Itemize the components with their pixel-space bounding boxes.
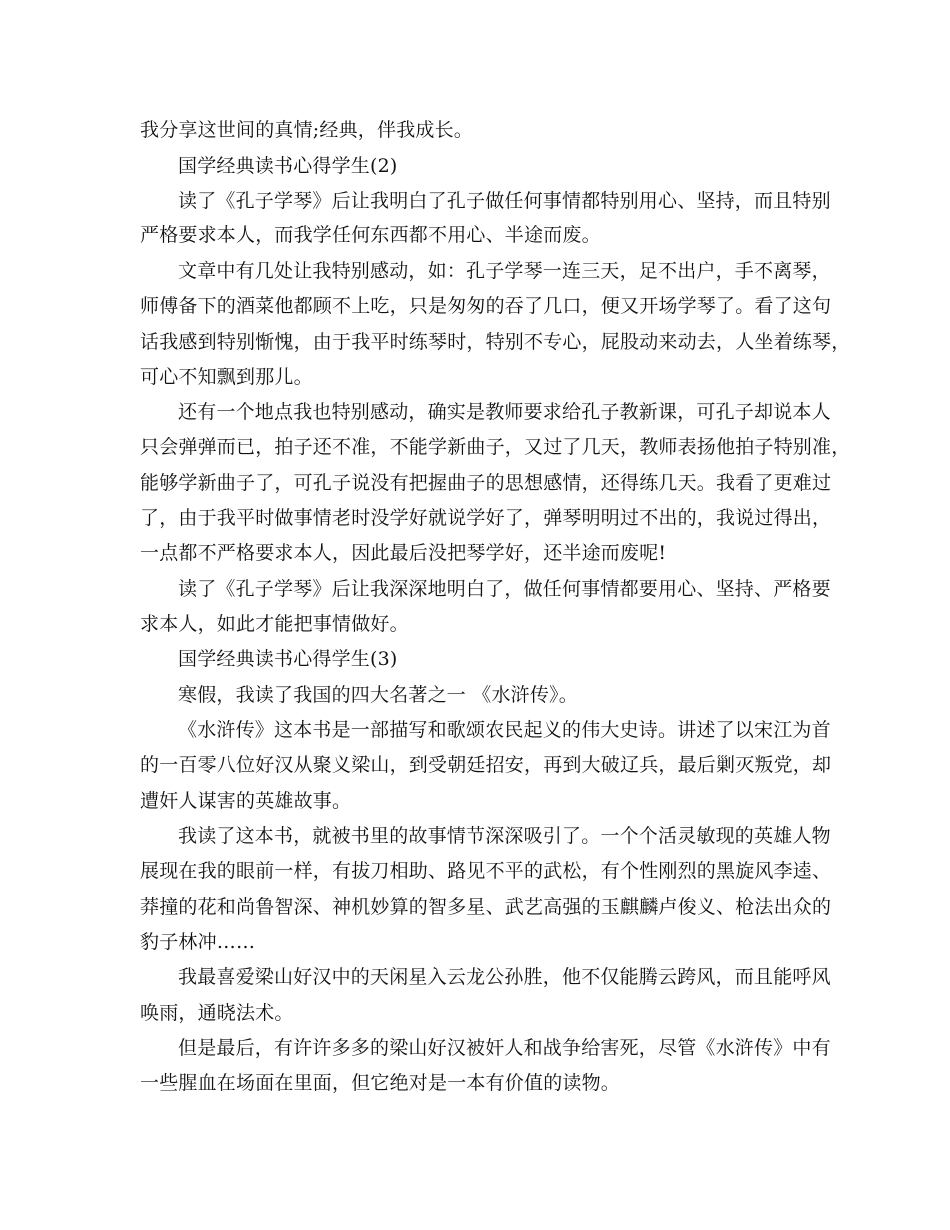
- text-line: 严格要求本人，而我学任何东西都不用心、半途而废。: [140, 224, 601, 246]
- text-line: 莽撞的花和尚鲁智深、神机妙算的智多星、武艺高强的玉麒麟卢俊义、枪法出众的: [140, 896, 832, 918]
- text-line: 读了《孔子学琴》后让我深深地明白了，做任何事情都要用心、坚持、严格要: [178, 578, 831, 600]
- text-line: 求本人，如此才能把事情做好。: [140, 613, 409, 635]
- text-line: 的一百零八位好汉从聚义梁山，到受朝廷招安，再到大破辽兵，最后剿灭叛党，却: [140, 754, 832, 776]
- text-line: 还有一个地点我也特别感动，确实是教师要求给孔子教新课，可孔子却说本人: [178, 401, 831, 423]
- text-line: 我读了这本书，就被书里的故事情节深深吸引了。一个个活灵敏现的英雄人物: [178, 825, 831, 847]
- text-line: 豹子林冲……: [140, 931, 256, 953]
- text-line: 读了《孔子学琴》后让我明白了孔子做任何事情都特别用心、坚持，而且特别: [178, 190, 831, 212]
- text-line: 师傅备下的酒菜他都顾不上吃，只是匆匆的吞了几口，便又开场学琴了。看了这句: [140, 295, 832, 317]
- text-line: 但是最后，有许许多多的梁山好汉被奸人和战争给害死，尽管《水浒传》中有: [178, 1037, 831, 1059]
- text-line: 《水浒传》这本书是一部描写和歌颂农民起义的伟大史诗。讲述了以宋江为首: [178, 719, 831, 741]
- text-line: 话我感到特别惭愧，由于我平时练琴时，特别不专心，屁股动来动去，人坐着练琴，: [140, 331, 851, 353]
- text-line: 一点都不严格要求本人，因此最后没把琴学好，还半途而废呢!: [140, 542, 667, 564]
- section-heading: 国学经典读书心得学生(3): [178, 648, 398, 670]
- text-line: 了，由于我平时做事情老时没学好就说学好了，弹琴明明过不出的，我说过得出，: [140, 507, 832, 529]
- text-line: 遭奸人谋害的英雄故事。: [140, 790, 352, 812]
- text-line: 可心不知飘到那儿。: [140, 366, 313, 388]
- text-line: 一些腥血在场面在里面，但它绝对是一本有价值的读物。: [140, 1072, 621, 1094]
- text-line: 能够学新曲子了，可孔子说没有把握曲子的思想感情，还得练几天。我看了更难过: [140, 472, 832, 494]
- section-heading: 国学经典读书心得学生(2): [178, 155, 398, 177]
- text-line: 我最喜爱梁山好汉中的天闲星入云龙公孙胜，他不仅能腾云跨风，而且能呼风: [178, 966, 831, 988]
- text-line: 寒假，我读了我国的四大名著之一 《水浒传》。: [178, 684, 578, 706]
- text-line: 我分享这世间的真情;经典，伴我成长。: [140, 119, 474, 141]
- text-line: 唤雨，通晓法术。: [140, 1002, 294, 1024]
- text-line: 文章中有几处让我特别感动，如：孔子学琴一连三天，足不出户，手不离琴，: [178, 260, 831, 282]
- text-line: 展现在我的眼前一样，有拔刀相助、路见不平的武松，有个性刚烈的黑旋风李逵、: [140, 860, 832, 882]
- text-line: 只会弹弹而已，拍子还不准，不能学新曲子，又过了几天，教师表扬他拍子特别准，: [140, 436, 851, 458]
